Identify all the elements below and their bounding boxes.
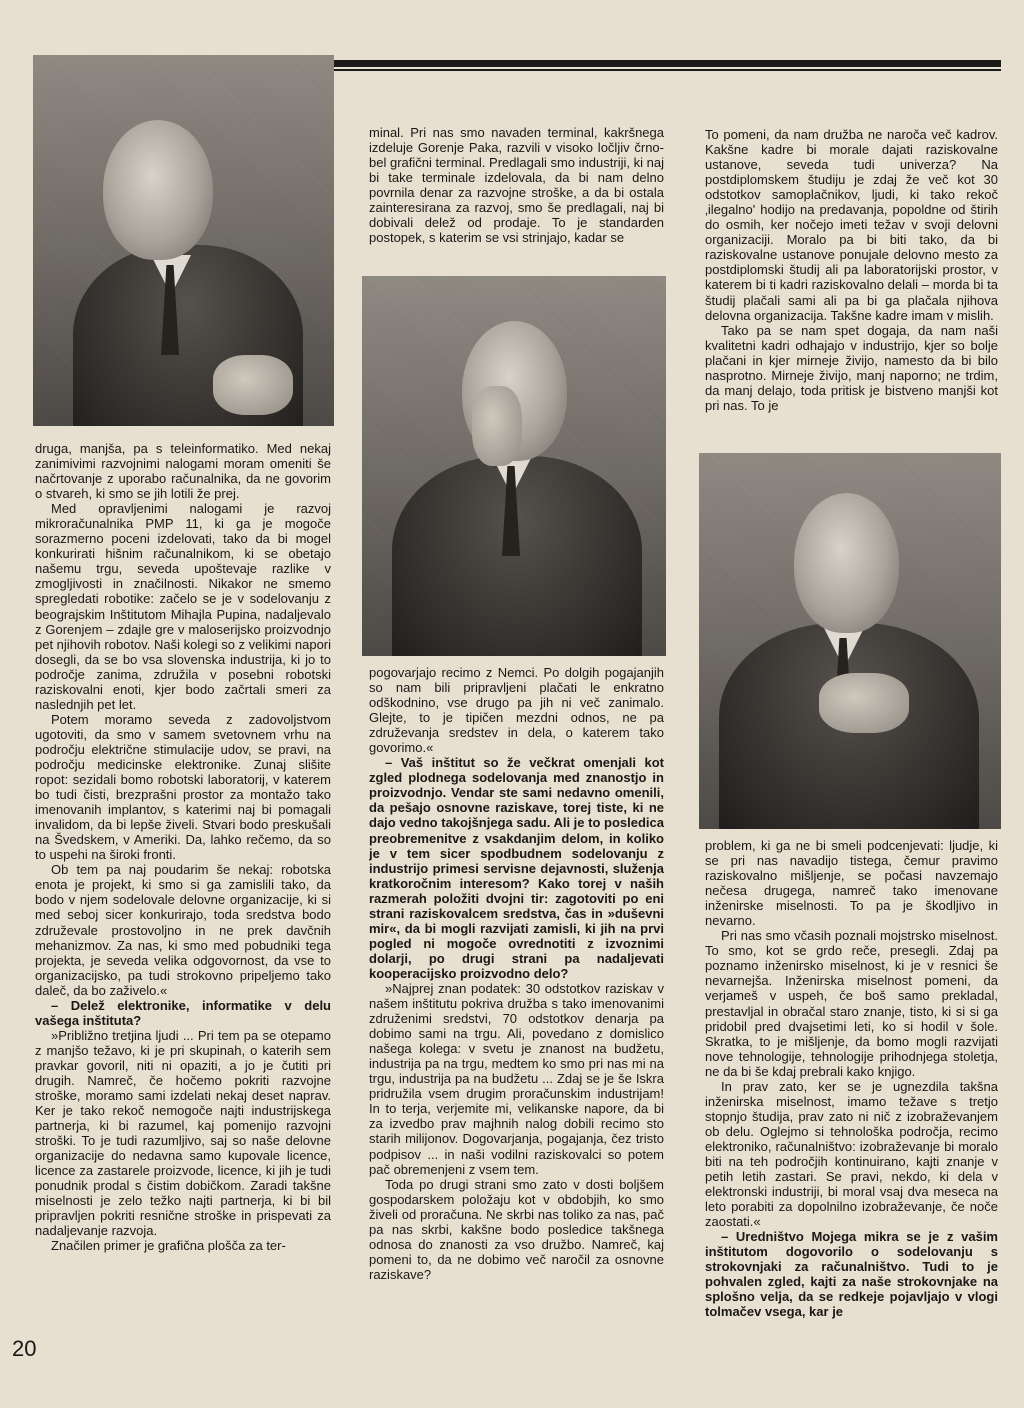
paragraph: Značilen primer je grafična plošča za ter- <box>51 1238 286 1254</box>
paragraph: »Najprej znan podatek: 30 odstotkov raziskav v našem inštitutu pokriva družba s tako imenovanimi združenimi sredstvi, 70 odstotkov denarja pa dobimo sami na trgu. Ali, povedano z domislico našega kolega: v svetu je znanost na budžetu, industrija pa na trgu, medtem ko smo pri nas mi na trgu, industrija pa na budžetu ... Zdaj se je še Iskra pridružila vsem drugim proračunskim industrijam! In to terja, verjemite mi, velikanske napore, da bi za izvedbo prav majhnih nalog dobili recimo sto starih milijonov. Dogovarjanja, pogajanja, čez tristo podpisov ... in naši vodilni raziskovalci so potem pač obremenjeni z vsem tem. <box>369 980 664 1177</box>
article-column-left <box>35 441 331 1354</box>
paragraph: Pri nas smo včasih poznali mojstrsko miselnost. To smo, kot se grdo reče, presegli. Zdaj pa poznamo inženirsko miselnost, ki je v resnici še nevarnejša. Inženirska miselnost pomeni, da verjameš v uspeh, če boš samo prekladal, prestavljal in obračal staro znanje, tisto, ki si si ga pridobil pred dvajsetimi leti, ko si hodil v šole. Skratka, to je mišljenje, da bomo mogli razvijati nove tehnologije, tehnologije prihodnjega stoletja, ne da bi še kdaj prebrali kako knjigo. <box>705 928 998 1079</box>
paragraph: pogovarjajo recimo z Nemci. Po dolgih pogajanjih so nam bili pripravljeni plačati le enkratno odškodnino, vse drugo pa jih ni več zanimalo. Glejte, to je tipičen mezdni odnos, ne pa združevanja sredstev in dela, o katerem tako govorimo.« <box>369 665 664 756</box>
photo-portrait-center <box>362 276 666 656</box>
photo-portrait-right <box>699 453 1001 829</box>
paragraph: In prav zato, ker se je ugnezdila takšna inženirska miselnost, imamo težave s tretjo stopnjo študija, prav zato ni nič z izobraževanjem ob delu. Oglejmo si tehnološka področja, recimo elektroniko, računalništvo: izobraževanje bi moralo biti na teh področjih kontinuirano, kajti znanje v petih letih zastari. Se pravi, nekdo, ki dela v elektronski industriji, bi moral vsaj dva meseca na leto porabiti za dopolnilno izobraževanje, če noče zaostati.« <box>705 1078 998 1230</box>
header-rule-thick <box>334 60 1001 67</box>
paragraph: druga, manjša, pa s teleinformatiko. Med nekaj zanimivimi razvojnimi nalogami moram omeniti še načrtovanje z uporabo računalnika, da ne govorim o stvareh, ki smo se jih lotili že prej. <box>35 441 331 502</box>
page-number: 20 <box>12 1336 37 1361</box>
paragraph: problem, ki ga ne bi smeli podcenjevati: ljudje, ki se pri nas navadijo tistega, čemur pravimo raziskovalno mišljenje, se počasi navzemajo nečesa drugega, namreč tako imenovane inženirske miselnosti. To pa je škodljivo in nevarno. <box>705 838 998 929</box>
interview-question: – Vaš inštitut so že večkrat omenjali kot zgled plodnega sodelovanja med znanostjo in proizvodnjo. Vendar ste sami nedavno omenili, da pešajo osnovne raziskave, torej tiste, ki ne dajo vedno takojšnjega sadu. Ali je to posledica preobremenitve z vsakdanjim delom, in koliko je v tem sicer spodbudnem sodelovanju z industrijo primesi servisne dejavnosti, služenja kratkoročnim interesom? Kako torej v naših razmerah položiti dvojni tir: zagotoviti po eni strani raziskovalcem sredstva, čas in »duševni mir«, da bi mogli razvijati zamisli, ki jih na prvi pogled ni mogoče ovrednotiti z izvoznimi dolarji, po drugi strani pa nadaljevati kooperacijsko proizvodno delo? <box>369 755 664 981</box>
article-column-right-top <box>705 127 998 447</box>
paragraph: Potem moramo seveda z zadovoljstvom ugotoviti, da smo v samem svetovnem vrhu na področju električne stimulacije udov, se pravi, na področju medicinske elektronike. Zunaj slišite ropot: sezidali bomo robotski laboratorij, v katerem bo tudi čisti, brezprašni prostor za montažo tako imenovanih implantov, s katerimi naj bi pomagali invalidom, da bi lepše živeli. Stvari bodo preskušali na Švedskem, v Ameriki. Da, lahko rečemo, da so to uspehi na široki fronti. <box>35 711 331 863</box>
interview-question: – Delež elektronike, informatike v delu vašega inštituta? <box>35 997 331 1028</box>
paragraph: Ob tem pa naj poudarim še nekaj: robotska enota je projekt, ki smo si ga zamislili tako, da bodo v njem sodelovale delovne organizacije, ki si med seboj sicer konkurirajo, toda sredstva bodo združevale prostovoljno in ne prek davčnih mehanizmov. Za nas, ki smo med pobudniki tega projekta, je seveda velika odgovornost, da vse to organizacijsko, pa tudi strokovno pripeljemo tako daleč, da bo zaživelo.« <box>35 862 331 998</box>
photo-portrait-top-left <box>33 55 334 426</box>
paragraph: minal. Pri nas smo navaden terminal, kakršnega izdeluje Gorenje Paka, razvili v visoko ločljiv črno-bel grafični terminal. Predlagali smo industriji, ki naj bi take terminale izdelovala, da bi nam delno povrnila denar za razvojne stroške, a da bi ostala zainteresirana za razvoj, smo še predlagali, naj bi dobivali delež od prodaje. To je standarden postopek, s katerim se vsi strinjajo, kadar se <box>369 125 664 246</box>
article-column-middle-bottom <box>369 665 664 1365</box>
paragraph: »Približno tretjina ljudi ... Pri tem pa se otepamo z manjšo težavo, ki je pri skupinah, o katerih sem pravkar govoril, niti ni opaziti, a jo je čutiti pri drugih. Namreč, če hočemo pokriti razvojne stroške, moramo sami izdelati nekaj deset naprav. Ker je tako rekoč nemogoče najti industrijskega partnerja, ki bi razumel, kaj pomenijo razvojni stroški. To je tudi razumljivo, saj so naše delovne organizacije do nedavna samo kupovale licence, licence za zastarele proizvode, licence, ki jih je tudi ponudnik prodal s čistim dobičkom. Zaradi takšne miselnosti je zelo težko najti partnerja, ki bi bil pripravljen pokriti resnične stroške in prispevati za nadaljevanje razvoja. <box>35 1027 331 1239</box>
header-rule-thin <box>334 69 1001 71</box>
article-column-middle-top <box>369 125 664 265</box>
paragraph: To pomeni, da nam družba ne naroča več kadrov. Kakšne kadre bi morale dajati raziskovalne ustanove, seveda tudi univerza? Na postdiplomskem študiju je zdaj že več kot 30 odstotkov samoplačnikov, ljudi, ki tako rekoč ‚ilegalno' hodijo na predavanja, popoldne od štirih do osmih, ker nočejo imeti težav v svoji delovni organizaciji. Moralo pa bi biti tako, da bi raziskovalne ustanove ponujale delovno mesto za postdiplomski študij ali pa laboratorijski prostor, v katerem bi ti kadri raziskovalno delali – morda bi ta študij plačali sami ali pa bi ga plačala njihova delovna organizacija. Takšne kadre imam v mislih. <box>705 127 998 323</box>
paragraph: Tako pa se nam spet dogaja, da nam naši kvalitetni kadri odhajajo v industrijo, kjer so bolje plačani in kjer mirneje živijo, namesto da bi bilo nasprotno. Mirneje živijo, manj naporno; ne trdim, da manj delajo, toda pritisk je bistveno manjši kot pri nas. To je <box>705 322 998 413</box>
paragraph: Med opravljenimi nalogami je razvoj mikroračunalnika PMP 11, ki ga je mogoče sorazmerno poceni izdelovati, tako da bi mogel konkurirati hišnim računalnikom, ki se obetajo našemu trgu, seveda upoštevaje razlike v zmogljivosti in značilnosti. Nikakor ne smemo spregledati robotike: začelo se je v sodelovanju z beograjskim Inštitutom Mihajla Pupina, nadaljevalo z Gorenjem – zdajle gre v maloserijsko proizvodnjo pet njihovih robotov. Naši kolegi so z velikimi napori dosegli, da se bo vsa slovenska industrija, ki jo to področje zanima, združila v posebni robotski raziskovalni enoti, kjer bodo začrtali smeri za naslednjih pet let. <box>35 501 331 712</box>
paragraph: Toda po drugi strani smo zato v dosti boljšem gospodarskem položaju kot v obdobjih, ko smo živeli od proračuna. Ne skrbi nas toliko za nas, pač pa nas skrbi, kakšne bodo posledice takšnega odnosa do znanosti za vso družbo. Namreč, kaj pomeni to, da ne dobimo več naročil za osnovne raziskave? <box>369 1176 664 1282</box>
interview-question: – Uredništvo Mojega mikra se je z vašim inštitutom dogovorilo o sodelovanju s strokovnjaki za računalništvo. Tudi to je pohvalen zgled, kajti za naše strokovnjake na splošno velja, da se redkeje pojavljajo v vlogi tolmačev vsega, kar je <box>705 1229 998 1320</box>
article-column-right-bottom <box>705 838 998 1378</box>
